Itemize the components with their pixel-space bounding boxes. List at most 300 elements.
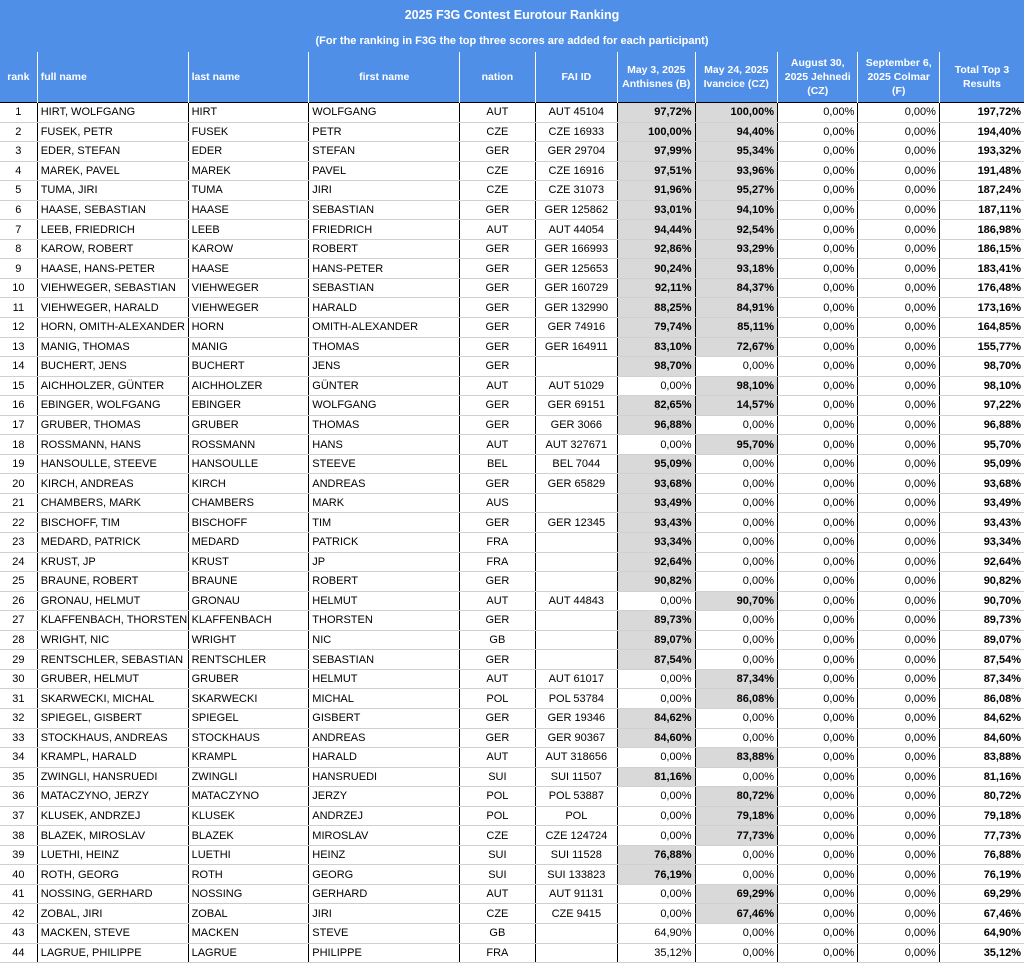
table-row[interactable] (0, 669, 1024, 689)
first-name-cell[interactable]: NIC (309, 630, 460, 650)
rank-cell[interactable]: 6 (0, 200, 37, 220)
table-row[interactable] (0, 454, 1024, 474)
fai-id-cell[interactable]: SUI 133823 (535, 865, 617, 885)
score-ivancice-cell[interactable]: 0,00% (695, 611, 777, 631)
fai-id-cell[interactable]: AUT 45104 (535, 103, 617, 123)
full-name-cell[interactable]: KRAMPL, HARALD (37, 748, 188, 768)
score-ivancice-cell[interactable]: 93,18% (695, 259, 777, 279)
nation-cell[interactable]: GER (460, 611, 535, 631)
score-ivancice-cell[interactable]: 0,00% (695, 943, 777, 963)
score-jehnedi-cell[interactable]: 0,00% (777, 533, 857, 553)
score-ivancice-cell[interactable]: 93,29% (695, 239, 777, 259)
fai-id-cell[interactable] (535, 493, 617, 513)
fai-id-cell[interactable]: POL 53887 (535, 787, 617, 807)
last-name-cell[interactable]: KLUSEK (188, 806, 309, 826)
rank-cell[interactable]: 44 (0, 943, 37, 963)
total-cell[interactable]: 194,40% (939, 122, 1024, 142)
score-colmar-cell[interactable]: 0,00% (858, 572, 939, 592)
score-colmar-cell[interactable]: 0,00% (858, 513, 939, 533)
first-name-cell[interactable]: THOMAS (309, 337, 460, 357)
score-anthisnes-cell[interactable]: 76,88% (618, 845, 695, 865)
nation-cell[interactable]: FRA (460, 943, 535, 963)
first-name-cell[interactable]: SEBASTIAN (309, 200, 460, 220)
score-jehnedi-cell[interactable]: 0,00% (777, 787, 857, 807)
nation-cell[interactable]: POL (460, 787, 535, 807)
score-jehnedi-cell[interactable]: 0,00% (777, 259, 857, 279)
score-colmar-cell[interactable]: 0,00% (858, 689, 939, 709)
score-anthisnes-cell[interactable]: 89,73% (618, 611, 695, 631)
rank-cell[interactable]: 13 (0, 337, 37, 357)
total-cell[interactable]: 86,08% (939, 689, 1024, 709)
table-row[interactable] (0, 806, 1024, 826)
score-anthisnes-cell[interactable]: 89,07% (618, 630, 695, 650)
last-name-cell[interactable]: RENTSCHLER (188, 650, 309, 670)
full-name-cell[interactable]: TUMA, JIRI (37, 181, 188, 201)
score-ivancice-cell[interactable]: 0,00% (695, 415, 777, 435)
fai-id-cell[interactable] (535, 533, 617, 553)
nation-cell[interactable]: CZE (460, 181, 535, 201)
score-ivancice-cell[interactable]: 98,10% (695, 376, 777, 396)
score-colmar-cell[interactable]: 0,00% (858, 552, 939, 572)
nation-cell[interactable]: GER (460, 415, 535, 435)
nation-cell[interactable]: GER (460, 396, 535, 416)
score-anthisnes-cell[interactable]: 0,00% (618, 435, 695, 455)
last-name-cell[interactable]: HAASE (188, 259, 309, 279)
score-ivancice-cell[interactable]: 0,00% (695, 533, 777, 553)
last-name-cell[interactable]: ROTH (188, 865, 309, 885)
total-cell[interactable]: 193,32% (939, 142, 1024, 162)
total-cell[interactable]: 164,85% (939, 318, 1024, 338)
full-name-cell[interactable]: HAASE, HANS-PETER (37, 259, 188, 279)
last-name-cell[interactable]: LAGRUE (188, 943, 309, 963)
score-ivancice-cell[interactable]: 0,00% (695, 767, 777, 787)
last-name-cell[interactable]: BRAUNE (188, 572, 309, 592)
fai-id-cell[interactable]: GER 160729 (535, 278, 617, 298)
score-anthisnes-cell[interactable]: 0,00% (618, 826, 695, 846)
first-name-cell[interactable]: PATRICK (309, 533, 460, 553)
score-colmar-cell[interactable]: 0,00% (858, 630, 939, 650)
score-anthisnes-cell[interactable]: 93,01% (618, 200, 695, 220)
score-jehnedi-cell[interactable]: 0,00% (777, 552, 857, 572)
score-anthisnes-cell[interactable]: 93,34% (618, 533, 695, 553)
first-name-cell[interactable]: ANDREAS (309, 474, 460, 494)
score-ivancice-cell[interactable]: 79,18% (695, 806, 777, 826)
score-colmar-cell[interactable]: 0,00% (858, 415, 939, 435)
rank-cell[interactable]: 18 (0, 435, 37, 455)
score-colmar-cell[interactable]: 0,00% (858, 865, 939, 885)
last-name-cell[interactable]: SPIEGEL (188, 708, 309, 728)
rank-cell[interactable]: 22 (0, 513, 37, 533)
fai-id-cell[interactable]: AUT 327671 (535, 435, 617, 455)
total-cell[interactable]: 176,48% (939, 278, 1024, 298)
score-colmar-cell[interactable]: 0,00% (858, 200, 939, 220)
first-name-cell[interactable]: JIRI (309, 181, 460, 201)
score-jehnedi-cell[interactable]: 0,00% (777, 943, 857, 963)
score-ivancice-cell[interactable]: 94,10% (695, 200, 777, 220)
score-colmar-cell[interactable]: 0,00% (858, 806, 939, 826)
last-name-cell[interactable]: HORN (188, 318, 309, 338)
last-name-cell[interactable]: ROSSMANN (188, 435, 309, 455)
score-jehnedi-cell[interactable]: 0,00% (777, 122, 857, 142)
last-name-cell[interactable]: MEDARD (188, 533, 309, 553)
score-ivancice-cell[interactable]: 67,46% (695, 904, 777, 924)
table-row[interactable] (0, 259, 1024, 279)
last-name-cell[interactable]: KRAMPL (188, 748, 309, 768)
full-name-cell[interactable]: CHAMBERS, MARK (37, 493, 188, 513)
rank-cell[interactable]: 9 (0, 259, 37, 279)
score-colmar-cell[interactable]: 0,00% (858, 474, 939, 494)
full-name-cell[interactable]: STOCKHAUS, ANDREAS (37, 728, 188, 748)
total-cell[interactable]: 79,18% (939, 806, 1024, 826)
first-name-cell[interactable]: ANDREAS (309, 728, 460, 748)
nation-cell[interactable]: SUI (460, 865, 535, 885)
rank-cell[interactable]: 35 (0, 767, 37, 787)
full-name-cell[interactable]: BRAUNE, ROBERT (37, 572, 188, 592)
total-cell[interactable]: 191,48% (939, 161, 1024, 181)
score-jehnedi-cell[interactable]: 0,00% (777, 298, 857, 318)
score-anthisnes-cell[interactable]: 82,65% (618, 396, 695, 416)
total-cell[interactable]: 80,72% (939, 787, 1024, 807)
last-name-cell[interactable]: AICHHOLZER (188, 376, 309, 396)
fai-id-cell[interactable] (535, 572, 617, 592)
table-row[interactable] (0, 396, 1024, 416)
score-colmar-cell[interactable]: 0,00% (858, 728, 939, 748)
table-row[interactable] (0, 103, 1024, 123)
first-name-cell[interactable]: WOLFGANG (309, 396, 460, 416)
col-last-name[interactable]: last name (188, 52, 309, 103)
total-cell[interactable]: 98,70% (939, 357, 1024, 377)
full-name-cell[interactable]: LAGRUE, PHILIPPE (37, 943, 188, 963)
nation-cell[interactable]: GER (460, 728, 535, 748)
nation-cell[interactable]: GB (460, 630, 535, 650)
score-colmar-cell[interactable]: 0,00% (858, 845, 939, 865)
fai-id-cell[interactable]: CZE 9415 (535, 904, 617, 924)
col-total[interactable] (939, 52, 1024, 103)
score-ivancice-cell[interactable]: 83,88% (695, 748, 777, 768)
last-name-cell[interactable]: MAREK (188, 161, 309, 181)
first-name-cell[interactable]: GISBERT (309, 708, 460, 728)
first-name-cell[interactable]: STEFAN (309, 142, 460, 162)
nation-cell[interactable]: SUI (460, 767, 535, 787)
rank-cell[interactable]: 19 (0, 454, 37, 474)
score-colmar-cell[interactable]: 0,00% (858, 826, 939, 846)
score-ivancice-cell[interactable]: 84,91% (695, 298, 777, 318)
nation-cell[interactable]: GER (460, 318, 535, 338)
first-name-cell[interactable]: GÜNTER (309, 376, 460, 396)
nation-cell[interactable]: CZE (460, 904, 535, 924)
first-name-cell[interactable]: JERZY (309, 787, 460, 807)
score-jehnedi-cell[interactable]: 0,00% (777, 669, 857, 689)
nation-cell[interactable]: CZE (460, 122, 535, 142)
total-cell[interactable]: 98,10% (939, 376, 1024, 396)
score-anthisnes-cell[interactable]: 93,49% (618, 493, 695, 513)
nation-cell[interactable]: GER (460, 142, 535, 162)
nation-cell[interactable]: GER (460, 708, 535, 728)
total-cell[interactable]: 93,43% (939, 513, 1024, 533)
fai-id-cell[interactable]: CZE 124724 (535, 826, 617, 846)
score-anthisnes-cell[interactable]: 0,00% (618, 806, 695, 826)
nation-cell[interactable]: AUT (460, 669, 535, 689)
score-ivancice-cell[interactable]: 95,27% (695, 181, 777, 201)
score-colmar-cell[interactable]: 0,00% (858, 220, 939, 240)
score-ivancice-cell[interactable]: 0,00% (695, 650, 777, 670)
first-name-cell[interactable]: HARALD (309, 748, 460, 768)
score-anthisnes-cell[interactable]: 98,70% (618, 357, 695, 377)
table-row[interactable] (0, 278, 1024, 298)
last-name-cell[interactable]: BISCHOFF (188, 513, 309, 533)
fai-id-cell[interactable]: CZE 31073 (535, 181, 617, 201)
table-row[interactable] (0, 884, 1024, 904)
fai-id-cell[interactable]: SUI 11507 (535, 767, 617, 787)
total-cell[interactable]: 90,70% (939, 591, 1024, 611)
total-cell[interactable]: 93,34% (939, 533, 1024, 553)
total-cell[interactable]: 67,46% (939, 904, 1024, 924)
last-name-cell[interactable]: CHAMBERS (188, 493, 309, 513)
score-colmar-cell[interactable]: 0,00% (858, 278, 939, 298)
table-row[interactable] (0, 513, 1024, 533)
score-colmar-cell[interactable]: 0,00% (858, 767, 939, 787)
table-row[interactable] (0, 845, 1024, 865)
score-colmar-cell[interactable]: 0,00% (858, 533, 939, 553)
rank-cell[interactable]: 15 (0, 376, 37, 396)
rank-cell[interactable]: 30 (0, 669, 37, 689)
first-name-cell[interactable]: STEVE (309, 923, 460, 943)
score-anthisnes-cell[interactable]: 100,00% (618, 122, 695, 142)
score-anthisnes-cell[interactable]: 92,11% (618, 278, 695, 298)
full-name-cell[interactable]: KRUST, JP (37, 552, 188, 572)
table-row[interactable] (0, 200, 1024, 220)
rank-cell[interactable]: 34 (0, 748, 37, 768)
last-name-cell[interactable]: GRUBER (188, 669, 309, 689)
score-anthisnes-cell[interactable]: 0,00% (618, 748, 695, 768)
score-ivancice-cell[interactable]: 100,00% (695, 103, 777, 123)
score-ivancice-cell[interactable]: 0,00% (695, 923, 777, 943)
score-colmar-cell[interactable]: 0,00% (858, 181, 939, 201)
last-name-cell[interactable]: HANSOULLE (188, 454, 309, 474)
table-row[interactable] (0, 630, 1024, 650)
score-colmar-cell[interactable]: 0,00% (858, 396, 939, 416)
nation-cell[interactable]: POL (460, 806, 535, 826)
last-name-cell[interactable]: KRUST (188, 552, 309, 572)
rank-cell[interactable]: 28 (0, 630, 37, 650)
total-cell[interactable]: 187,11% (939, 200, 1024, 220)
nation-cell[interactable]: GB (460, 923, 535, 943)
rank-cell[interactable]: 2 (0, 122, 37, 142)
nation-cell[interactable]: AUT (460, 435, 535, 455)
full-name-cell[interactable]: HIRT, WOLFGANG (37, 103, 188, 123)
nation-cell[interactable]: AUT (460, 884, 535, 904)
score-jehnedi-cell[interactable]: 0,00% (777, 181, 857, 201)
first-name-cell[interactable]: JIRI (309, 904, 460, 924)
rank-cell[interactable]: 32 (0, 708, 37, 728)
score-ivancice-cell[interactable]: 87,34% (695, 669, 777, 689)
table-row[interactable] (0, 728, 1024, 748)
fai-id-cell[interactable]: GER 29704 (535, 142, 617, 162)
fai-id-cell[interactable]: AUT 44054 (535, 220, 617, 240)
rank-cell[interactable]: 43 (0, 923, 37, 943)
last-name-cell[interactable]: VIEHWEGER (188, 278, 309, 298)
last-name-cell[interactable]: KAROW (188, 239, 309, 259)
nation-cell[interactable]: GER (460, 200, 535, 220)
nation-cell[interactable]: GER (460, 298, 535, 318)
full-name-cell[interactable]: BLAZEK, MIROSLAV (37, 826, 188, 846)
nation-cell[interactable]: GER (460, 337, 535, 357)
first-name-cell[interactable]: HANS-PETER (309, 259, 460, 279)
full-name-cell[interactable]: BUCHERT, JENS (37, 357, 188, 377)
score-anthisnes-cell[interactable]: 93,68% (618, 474, 695, 494)
nation-cell[interactable]: FRA (460, 552, 535, 572)
rank-cell[interactable]: 42 (0, 904, 37, 924)
table-row[interactable] (0, 220, 1024, 240)
first-name-cell[interactable]: WOLFGANG (309, 103, 460, 123)
score-ivancice-cell[interactable]: 77,73% (695, 826, 777, 846)
score-ivancice-cell[interactable]: 14,57% (695, 396, 777, 416)
col-contest-jehnedi[interactable] (777, 52, 857, 103)
score-ivancice-cell[interactable]: 0,00% (695, 357, 777, 377)
score-colmar-cell[interactable]: 0,00% (858, 669, 939, 689)
score-colmar-cell[interactable]: 0,00% (858, 298, 939, 318)
score-jehnedi-cell[interactable]: 0,00% (777, 318, 857, 338)
rank-cell[interactable]: 31 (0, 689, 37, 709)
score-jehnedi-cell[interactable]: 0,00% (777, 611, 857, 631)
score-anthisnes-cell[interactable]: 81,16% (618, 767, 695, 787)
score-jehnedi-cell[interactable]: 0,00% (777, 278, 857, 298)
rank-cell[interactable]: 17 (0, 415, 37, 435)
score-ivancice-cell[interactable]: 95,34% (695, 142, 777, 162)
last-name-cell[interactable]: SKARWECKI (188, 689, 309, 709)
score-jehnedi-cell[interactable]: 0,00% (777, 572, 857, 592)
first-name-cell[interactable]: MICHAL (309, 689, 460, 709)
score-colmar-cell[interactable]: 0,00% (858, 748, 939, 768)
score-anthisnes-cell[interactable]: 93,43% (618, 513, 695, 533)
fai-id-cell[interactable] (535, 630, 617, 650)
score-colmar-cell[interactable]: 0,00% (858, 239, 939, 259)
fai-id-cell[interactable]: SUI 11528 (535, 845, 617, 865)
nation-cell[interactable]: GER (460, 474, 535, 494)
score-jehnedi-cell[interactable]: 0,00% (777, 337, 857, 357)
rank-cell[interactable]: 39 (0, 845, 37, 865)
score-jehnedi-cell[interactable]: 0,00% (777, 376, 857, 396)
fai-id-cell[interactable]: GER 74916 (535, 318, 617, 338)
full-name-cell[interactable]: HAASE, SEBASTIAN (37, 200, 188, 220)
score-anthisnes-cell[interactable]: 92,86% (618, 239, 695, 259)
fai-id-cell[interactable]: AUT 51029 (535, 376, 617, 396)
score-ivancice-cell[interactable]: 0,00% (695, 474, 777, 494)
score-jehnedi-cell[interactable]: 0,00% (777, 650, 857, 670)
table-row[interactable] (0, 122, 1024, 142)
fai-id-cell[interactable]: GER 69151 (535, 396, 617, 416)
score-jehnedi-cell[interactable]: 0,00% (777, 689, 857, 709)
col-contest-colmar[interactable] (858, 52, 939, 103)
score-colmar-cell[interactable]: 0,00% (858, 142, 939, 162)
total-cell[interactable]: 96,88% (939, 415, 1024, 435)
table-row[interactable] (0, 298, 1024, 318)
first-name-cell[interactable]: TIM (309, 513, 460, 533)
score-anthisnes-cell[interactable]: 87,54% (618, 650, 695, 670)
rank-cell[interactable]: 7 (0, 220, 37, 240)
score-anthisnes-cell[interactable]: 96,88% (618, 415, 695, 435)
total-cell[interactable]: 84,62% (939, 708, 1024, 728)
rank-cell[interactable]: 16 (0, 396, 37, 416)
first-name-cell[interactable]: FRIEDRICH (309, 220, 460, 240)
total-cell[interactable]: 83,88% (939, 748, 1024, 768)
col-first-name[interactable]: first name (309, 52, 460, 103)
total-cell[interactable]: 76,88% (939, 845, 1024, 865)
rank-cell[interactable]: 20 (0, 474, 37, 494)
table-row[interactable] (0, 923, 1024, 943)
table-row[interactable] (0, 552, 1024, 572)
score-jehnedi-cell[interactable]: 0,00% (777, 591, 857, 611)
rank-cell[interactable]: 24 (0, 552, 37, 572)
nation-cell[interactable]: GER (460, 650, 535, 670)
score-anthisnes-cell[interactable]: 76,19% (618, 865, 695, 885)
table-row[interactable] (0, 708, 1024, 728)
last-name-cell[interactable]: KIRCH (188, 474, 309, 494)
rank-cell[interactable]: 5 (0, 181, 37, 201)
score-colmar-cell[interactable]: 0,00% (858, 611, 939, 631)
full-name-cell[interactable]: KLAFFENBACH, THORSTEN (37, 611, 188, 631)
first-name-cell[interactable]: GEORG (309, 865, 460, 885)
score-jehnedi-cell[interactable]: 0,00% (777, 767, 857, 787)
score-ivancice-cell[interactable]: 0,00% (695, 845, 777, 865)
score-ivancice-cell[interactable]: 72,67% (695, 337, 777, 357)
last-name-cell[interactable]: ZOBAL (188, 904, 309, 924)
full-name-cell[interactable]: ZWINGLI, HANSRUEDI (37, 767, 188, 787)
full-name-cell[interactable]: LUETHI, HEINZ (37, 845, 188, 865)
fai-id-cell[interactable]: GER 12345 (535, 513, 617, 533)
score-colmar-cell[interactable]: 0,00% (858, 435, 939, 455)
last-name-cell[interactable]: HIRT (188, 103, 309, 123)
total-cell[interactable]: 187,24% (939, 181, 1024, 201)
score-jehnedi-cell[interactable]: 0,00% (777, 435, 857, 455)
full-name-cell[interactable]: KIRCH, ANDREAS (37, 474, 188, 494)
score-anthisnes-cell[interactable]: 0,00% (618, 689, 695, 709)
last-name-cell[interactable]: BUCHERT (188, 357, 309, 377)
score-jehnedi-cell[interactable]: 0,00% (777, 474, 857, 494)
score-anthisnes-cell[interactable]: 83,10% (618, 337, 695, 357)
full-name-cell[interactable]: GRONAU, HELMUT (37, 591, 188, 611)
score-ivancice-cell[interactable]: 0,00% (695, 454, 777, 474)
col-fai-id[interactable]: FAI ID (535, 52, 617, 103)
score-colmar-cell[interactable]: 0,00% (858, 493, 939, 513)
table-row[interactable] (0, 239, 1024, 259)
score-colmar-cell[interactable]: 0,00% (858, 376, 939, 396)
last-name-cell[interactable]: LUETHI (188, 845, 309, 865)
full-name-cell[interactable]: HANSOULLE, STEEVE (37, 454, 188, 474)
rank-cell[interactable]: 26 (0, 591, 37, 611)
table-row[interactable] (0, 474, 1024, 494)
first-name-cell[interactable]: SEBASTIAN (309, 650, 460, 670)
total-cell[interactable]: 97,22% (939, 396, 1024, 416)
fai-id-cell[interactable]: CZE 16916 (535, 161, 617, 181)
score-anthisnes-cell[interactable]: 84,60% (618, 728, 695, 748)
table-row[interactable] (0, 591, 1024, 611)
first-name-cell[interactable]: THORSTEN (309, 611, 460, 631)
score-ivancice-cell[interactable]: 80,72% (695, 787, 777, 807)
first-name-cell[interactable]: HANS (309, 435, 460, 455)
fai-id-cell[interactable]: GER 132990 (535, 298, 617, 318)
score-ivancice-cell[interactable]: 0,00% (695, 513, 777, 533)
last-name-cell[interactable]: BLAZEK (188, 826, 309, 846)
rank-cell[interactable]: 12 (0, 318, 37, 338)
total-cell[interactable]: 93,49% (939, 493, 1024, 513)
score-ivancice-cell[interactable]: 85,11% (695, 318, 777, 338)
full-name-cell[interactable]: EDER, STEFAN (37, 142, 188, 162)
score-ivancice-cell[interactable]: 84,37% (695, 278, 777, 298)
score-anthisnes-cell[interactable]: 92,64% (618, 552, 695, 572)
full-name-cell[interactable]: GRUBER, HELMUT (37, 669, 188, 689)
first-name-cell[interactable]: HELMUT (309, 591, 460, 611)
